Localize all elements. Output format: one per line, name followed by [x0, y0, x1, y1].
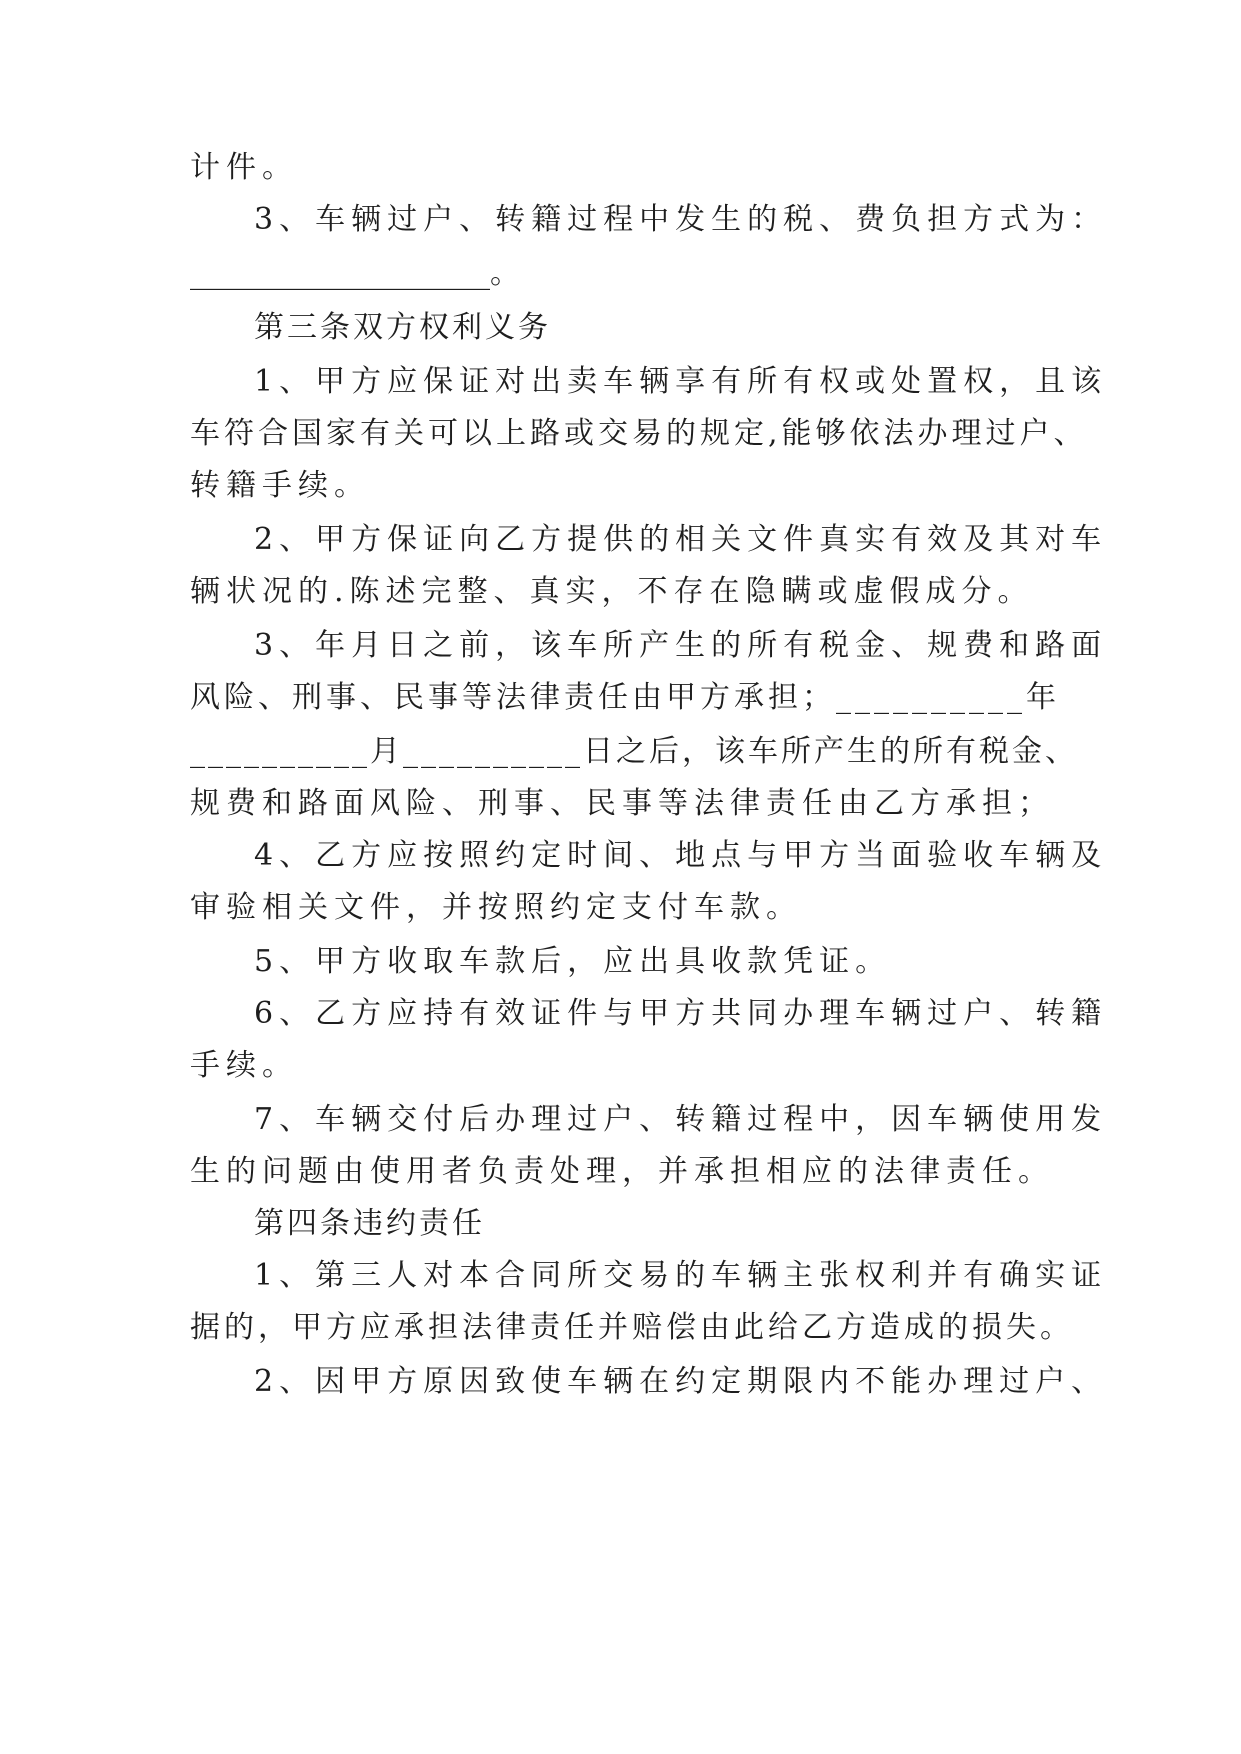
section-heading: 第三条双方权利义务: [254, 310, 551, 345]
text-line: 辆状况的.陈述完整、真实，不存在隐瞒或虚假成分。: [190, 574, 1034, 609]
text-line: 转籍手续。: [190, 468, 370, 503]
text-line: 计件。: [190, 150, 298, 185]
section-heading: 第四条违约责任: [254, 1206, 485, 1241]
text-line: 3、年月日之前，该车所产生的所有税金、规费和路面: [254, 628, 1108, 663]
text-line: 车符合国家有关可以上路或交易的规定,能够依法办理过户、: [190, 416, 1088, 451]
text-line: 7、车辆交付后办理过户、转籍过程中，因车辆使用发: [254, 1102, 1108, 1137]
text-line: 3、车辆过户、转籍过程中发生的税、费负担方式为：: [254, 202, 1108, 237]
text-line: 规费和路面风险、刑事、民事等法律责任由乙方承担；: [190, 786, 1054, 821]
text-line: 手续。: [190, 1048, 298, 1083]
text-line: 1、第三人对本合同所交易的车辆主张权利并有确实证: [254, 1258, 1108, 1293]
text-line: 6、乙方应持有效证件与甲方共同办理车辆过户、转籍: [254, 996, 1108, 1031]
text-line: 1、甲方应保证对出卖车辆享有所有权或处置权，且该: [254, 364, 1108, 399]
text-line: __________月__________日之后，该车所产生的所有税金、: [190, 734, 1078, 769]
text-line: 2、因甲方原因致使车辆在约定期限内不能办理过户、: [254, 1364, 1108, 1399]
text-line: 生的问题由使用者负责处理，并承担相应的法律责任。: [190, 1154, 1054, 1189]
text-line: 审验相关文件，并按照约定支付车款。: [190, 890, 802, 925]
text-line: 据的，甲方应承担法律责任并赔偿由此给乙方造成的损失。: [190, 1310, 1074, 1345]
text-line: 2、甲方保证向乙方提供的相关文件真实有效及其对车: [254, 522, 1108, 557]
text-line: ____________________。: [190, 256, 520, 291]
text-line: 4、乙方应按照约定时间、地点与甲方当面验收车辆及: [254, 838, 1108, 873]
text-line: 风险、刑事、民事等法律责任由甲方承担；__________年: [190, 680, 1060, 715]
text-line: 5、甲方收取车款后，应出具收款凭证。: [254, 944, 892, 979]
